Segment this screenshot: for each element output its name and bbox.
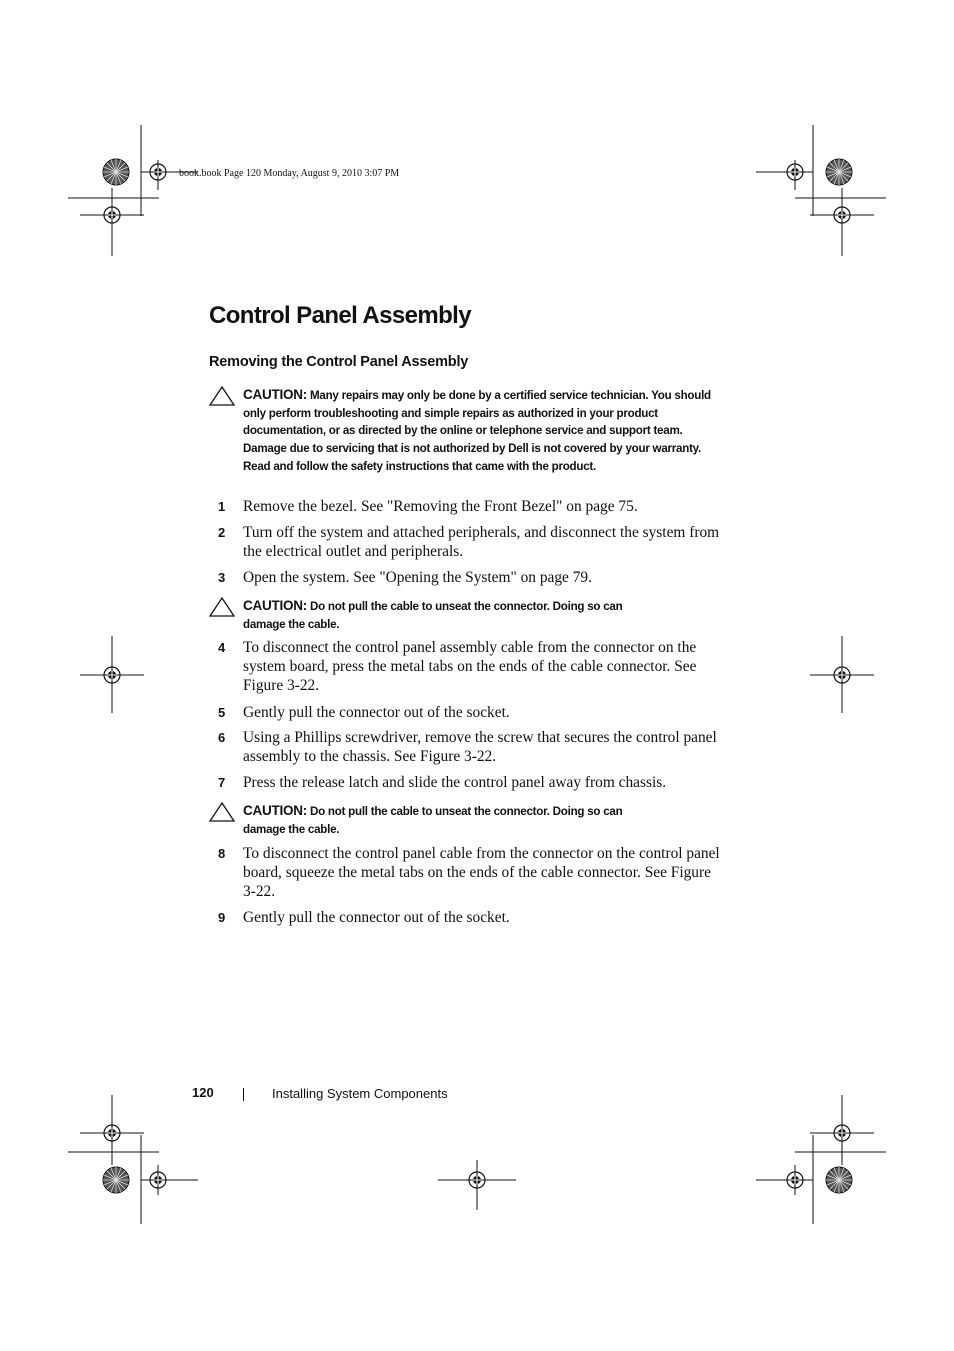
caution-icon xyxy=(209,802,235,822)
caution-text: Do not pull the cable to unseat the connector. Doing so can damage the cable. xyxy=(243,600,623,631)
step-text: Gently pull the connector out of the socket. xyxy=(243,704,510,721)
step-number: 4 xyxy=(218,640,226,655)
caution-text: Do not pull the cable to unseat the connector. Doing so can damage the cable. xyxy=(243,805,623,836)
footer-divider xyxy=(243,1088,244,1101)
print-slug: book.book Page 120 Monday, August 9, 2010 3:07 PM xyxy=(179,168,400,179)
page-title: Control Panel Assembly xyxy=(209,302,471,329)
step-number: 2 xyxy=(218,525,226,540)
list-item xyxy=(218,844,723,901)
step-text: Gently pull the connector out of the socket. xyxy=(243,909,510,926)
list-item xyxy=(218,523,723,561)
section-heading: Removing the Control Panel Assembly xyxy=(209,354,469,370)
list-item xyxy=(218,497,723,516)
caution-icon xyxy=(209,597,235,617)
caution-label: CAUTION: xyxy=(243,598,307,613)
list-item xyxy=(218,728,723,766)
list-item xyxy=(218,638,723,695)
step-text: Remove the bezel. See "Removing the Front Bezel" on page 75. xyxy=(243,498,638,515)
step-number: 3 xyxy=(218,570,226,585)
caution-label: CAUTION: xyxy=(243,387,307,402)
caution-icon xyxy=(209,386,235,406)
caution-text: Many repairs may only be done by a certified service technician. You should only perform troubleshooting and simple repairs as authorized in your product documentation, or as directed by the online or telephone service and support team. Damage due to servicing that is not authorized by Dell is not covered by your warranty. Read and follow the safety instructions that came with the product. xyxy=(243,389,711,473)
step-number: 6 xyxy=(218,730,226,745)
list-item xyxy=(218,703,723,722)
chapter-title: Installing System Components xyxy=(272,1086,448,1101)
caution-note xyxy=(209,386,719,476)
step-number: 9 xyxy=(218,910,226,925)
list-item xyxy=(218,568,723,587)
caution-note xyxy=(209,597,719,633)
list-item xyxy=(218,908,723,927)
caution-label: CAUTION: xyxy=(243,803,307,818)
step-text: Using a Phillips screwdriver, remove the screw that secures the control panel assembly to the chassis. See Figure 3-22. xyxy=(243,729,717,765)
page-number: 120 xyxy=(192,1085,214,1100)
step-text: Turn off the system and attached peripherals, and disconnect the system from the electrical outlet and peripherals. xyxy=(243,524,720,560)
caution-note xyxy=(209,802,719,838)
step-number: 8 xyxy=(218,846,226,861)
step-text: To disconnect the control panel assembly cable from the connector on the system board, press the metal tabs on the ends of the cable connector. See Figure 3-22. xyxy=(243,639,697,694)
list-item xyxy=(218,773,723,792)
step-text: Press the release latch and slide the control panel away from chassis. xyxy=(243,774,667,791)
step-number: 1 xyxy=(218,499,226,514)
step-number: 5 xyxy=(218,705,226,720)
step-number: 7 xyxy=(218,775,226,790)
step-text: Open the system. See "Opening the System" on page 79. xyxy=(243,569,592,586)
step-text: To disconnect the control panel cable from the connector on the control panel board, squeeze the metal tabs on the ends of the cable connector. See Figure 3-22. xyxy=(243,845,720,900)
